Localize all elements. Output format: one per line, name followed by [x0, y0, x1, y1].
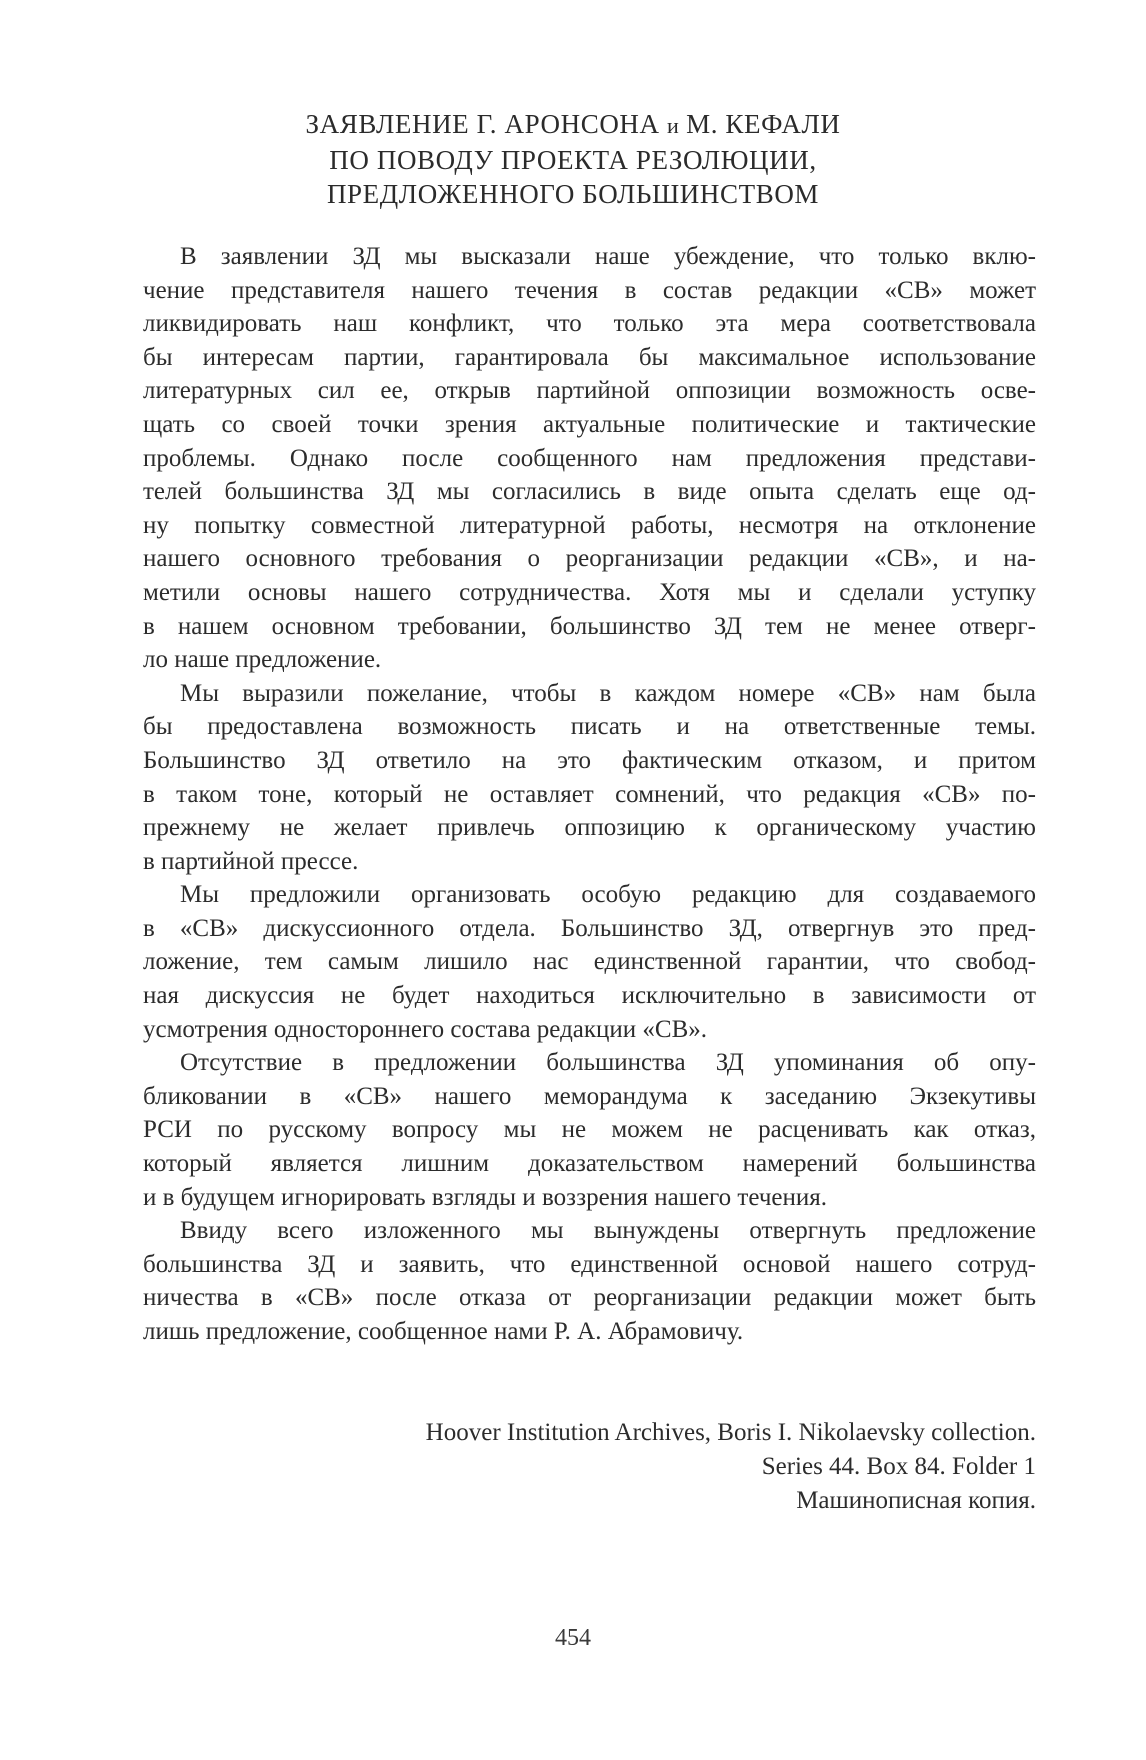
- text-line: Ввиду всего изложенного мы вынуждены отвергнуть предложение: [180, 1217, 1036, 1245]
- text-line: и в будущем игнорировать взгляды и воззрения нашего течения.: [143, 1183, 828, 1211]
- title-line-1: [0, 107, 1146, 143]
- source-line-archive: Hoover Institution Archives, Boris I. Nikolaevsky collection.: [425, 1419, 1036, 1446]
- text-line: в таком тоне, который не оставляет сомнений, что редакция «СВ» по-: [143, 780, 1036, 808]
- text-line: усмотрения одностороннего состава редакции «СВ».: [143, 1015, 708, 1043]
- source-line-folder: Series 44. Box 84. Folder 1: [761, 1453, 1036, 1480]
- text-line: Большинство ЗД ответило на это фактическим отказом, и притом: [143, 746, 1036, 774]
- text-line: в «СВ» дискуссионного отдела. Большинство ЗД, отвергнув это пред-: [143, 914, 1036, 942]
- text-line: метили основы нашего сотрудничества. Хотя мы и сделали уступку: [143, 578, 1036, 606]
- paragraph-3: [143, 878, 1036, 1046]
- text-line: ничества в «СВ» после отказа от реорганизации редакции может быть: [143, 1284, 1036, 1312]
- text-line: большинства ЗД и заявить, что единственной основой нашего сотруд-: [143, 1250, 1036, 1278]
- text-line: чение представителя нашего течения в состав редакции «СВ» может: [143, 276, 1036, 304]
- title-line-2: ПО ПОВОДУ ПРОЕКТА РЕЗОЛЮЦИИ,: [329, 145, 817, 175]
- text-line: в партийной прессе.: [143, 847, 359, 875]
- document-title: [0, 107, 1146, 211]
- text-line: который является лишним доказательством намерений большинства: [143, 1150, 1036, 1178]
- document-body: [143, 240, 1036, 1349]
- text-line: лишь предложение, сообщенное нами Р. А. Абрамовичу.: [143, 1318, 744, 1345]
- title-line-3: ПРЕДЛОЖЕННОГО БОЛЬШИНСТВОМ: [326, 179, 820, 209]
- text-line: Мы предложили организовать особую редакцию для создаваемого: [180, 881, 1036, 909]
- text-line: В заявлении ЗД мы высказали наше убеждение, что только вклю-: [180, 243, 1036, 270]
- text-line: Отсутствие в предложении большинства ЗД упоминания об опу-: [180, 1049, 1036, 1077]
- text-line: ло наше предложение.: [143, 646, 382, 674]
- page-number: 454: [555, 1625, 591, 1651]
- title-conjunction: и: [666, 113, 679, 138]
- title-line-1-part-2: М. КЕФАЛИ: [678, 109, 841, 139]
- text-line: ну попытку совместной литературной работы, несмотря на отклонение: [143, 511, 1036, 539]
- paragraph-5: [143, 1214, 1036, 1348]
- paragraph-1: [143, 240, 1036, 677]
- title-line-1-part-1: ЗАЯВЛЕНИЕ Г. АРОНСОНА: [305, 109, 667, 139]
- paragraph-4: [143, 1046, 1036, 1214]
- text-line: литературных сил ее, открыв партийной оппозиции возможность осве-: [143, 377, 1036, 405]
- text-line: Мы выразили пожелание, чтобы в каждом номере «СВ» нам была: [180, 679, 1036, 707]
- text-line: ная дискуссия не будет находиться исключительно в зависимости от: [143, 982, 1036, 1010]
- text-line: телей большинства ЗД мы согласились в виде опыта сделать еще од-: [143, 478, 1036, 506]
- text-line: РСИ по русскому вопросу мы не можем не расценивать как отказ,: [143, 1116, 1036, 1144]
- text-line: ликвидировать наш конфликт, что только эта мера соответствовала: [143, 310, 1036, 338]
- text-line: бы предоставлена возможность писать и на ответственные темы.: [143, 713, 1036, 741]
- text-line: прежнему не желает привлечь оппозицию к органическому участию: [143, 814, 1036, 842]
- text-line: бликовании в «СВ» нашего меморандума к заседанию Экзекутивы: [143, 1082, 1036, 1110]
- archive-source-citation: [426, 1416, 1036, 1518]
- text-line: бы интересам партии, гарантировала бы максимальное использование: [143, 343, 1036, 371]
- text-line: ложение, тем самым лишило нас единственной гарантии, что свобод-: [143, 948, 1036, 976]
- text-line: щать со своей точки зрения актуальные политические и тактические: [143, 410, 1036, 438]
- text-line: проблемы. Однако после сообщенного нам предложения представи-: [143, 444, 1036, 472]
- text-line: нашего основного требования о реорганизации редакции «СВ», и на-: [143, 545, 1036, 573]
- text-line: в нашем основном требовании, большинство ЗД тем не менее отверг-: [143, 612, 1036, 640]
- source-line-copy-type: Машинописная копия.: [796, 1487, 1036, 1514]
- paragraph-2: [143, 677, 1036, 879]
